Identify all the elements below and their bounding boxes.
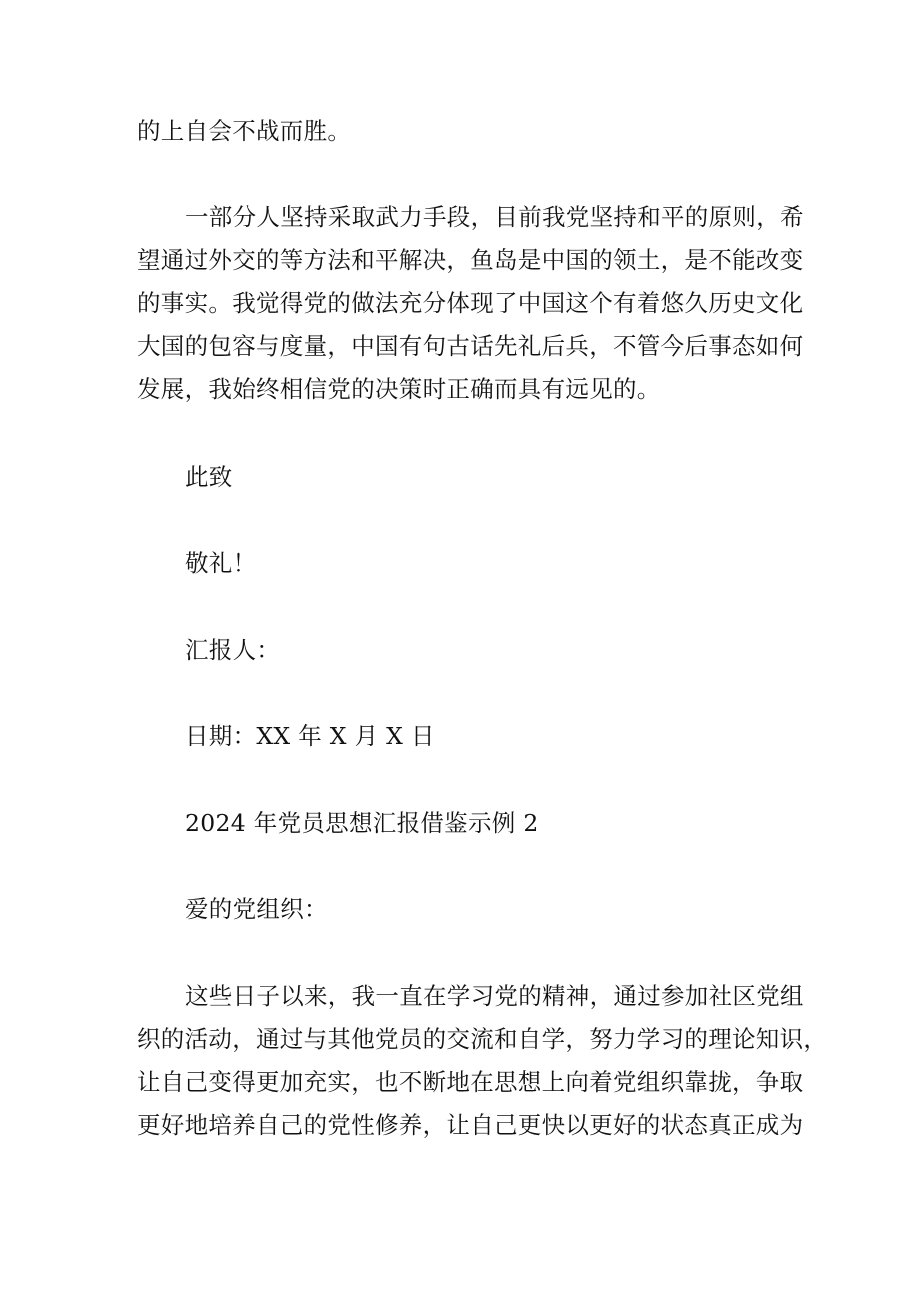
text-line: 的上自会不战而胜。 (137, 117, 352, 145)
text-line: 大国的包容与度量，中国有句古话先礼后兵，不管今后事态如何 (137, 332, 804, 360)
text-line: 的事实。我觉得党的做法充分体现了中国这个有着悠久历史文化 (137, 289, 804, 317)
text-line: 织的活动，通过与其他党员的交流和自学，努力学习的理论知识， (137, 1025, 828, 1053)
text-line: 更好地培养自己的党性修养，让自己更快以更好的状态真正成为 (137, 1111, 804, 1139)
text-line: 发展，我始终相信党的决策时正确而具有远见的。 (137, 375, 661, 403)
text-line: 让自己变得更加充实，也不断地在思想上向着党组织靠拢，争取 (137, 1068, 804, 1096)
greeting: 爱的党组织： (185, 895, 328, 923)
salute-text: 敬礼！ (185, 549, 257, 577)
text-line: 一部分人坚持采取武力手段，目前我党坚持和平的原则，希 (185, 203, 804, 231)
text-line: 这些日子以来，我一直在学习党的精神，通过参加社区党组 (185, 982, 804, 1010)
closing-text: 此致 (185, 463, 233, 491)
reporter-label: 汇报人： (185, 636, 281, 664)
text-line: 望通过外交的等方法和平解决，鱼岛是中国的领土，是不能改变 (137, 246, 804, 274)
section-title: 2024 年党员思想汇报借鉴示例 2 (185, 809, 539, 837)
date-line: 日期：XX 年 X 月 X 日 (185, 722, 435, 750)
